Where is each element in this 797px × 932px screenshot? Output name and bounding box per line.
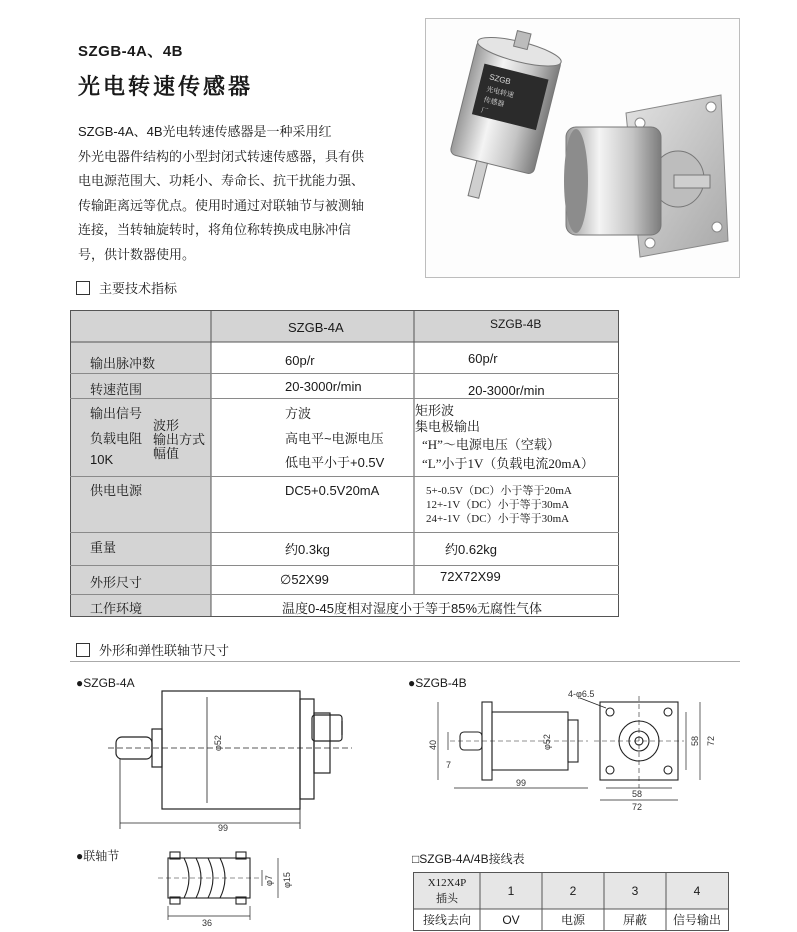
col-head-4b: SZGB-4B	[490, 317, 542, 331]
signal-4b-line: “H”～电源电压（空载）	[422, 437, 560, 452]
drawing-4a	[100, 685, 360, 835]
diagram-label-4a: ●SZGB-4A	[76, 676, 135, 690]
model-heading: SZGB-4A、4B	[78, 43, 184, 60]
pin-destination: OV	[502, 912, 520, 927]
speed-4a: 20-3000r/min	[285, 379, 362, 394]
intro-line: SZGB-4A、4B光电转速传感器是一种采用红	[78, 124, 332, 139]
signal-4a-line: 方波	[285, 406, 312, 421]
row-label-speed: 转速范围	[90, 382, 143, 397]
sensor-photo-illustration	[426, 19, 739, 277]
spec-section-heading	[76, 278, 177, 297]
col-head-4a: SZGB-4A	[288, 320, 344, 335]
sensor-4b-photo	[564, 95, 728, 257]
photo-label-line: 厂	[480, 107, 489, 116]
product-photo	[425, 18, 740, 278]
dim-len-4b: 99	[516, 778, 527, 788]
pin-destination: 电源	[560, 913, 585, 927]
pulse-4a: 60p/r	[285, 353, 315, 368]
dim-40-4b: 40	[428, 739, 438, 750]
env-value: 温度0-45度相对湿度小于等于85%无腐性气体	[282, 601, 543, 616]
row-label-env: 工作环境	[90, 601, 143, 616]
diagram-label-coupling: ●联轴节	[76, 849, 120, 863]
speed-4b: 20-3000r/min	[468, 383, 545, 398]
dim-w58-4b: 58	[632, 789, 643, 799]
signal-4b-line: 集电极输出	[415, 419, 481, 434]
size-4b: 72X72X99	[440, 569, 501, 584]
signal-4b-line: 矩形波	[415, 403, 455, 418]
photo-label-line: 传感器	[482, 96, 505, 109]
dims-section-title: 外形和弹性联轴节尺寸	[99, 643, 230, 658]
photo-label-line: 光电转速	[485, 85, 515, 100]
dim-dia-4b: φ52	[542, 734, 552, 750]
weight-4b: 约0.62kg	[445, 542, 498, 557]
dim-len-coupling: 36	[202, 918, 213, 926]
power-4b-line: 12+-1V（DC）小于等于30mA	[426, 499, 570, 511]
signal-4a-line: 低电平小于+0.5V	[285, 455, 385, 470]
row-label-signal: 输出信号	[90, 406, 143, 421]
spec-section-title: 主要技术指标	[99, 281, 178, 296]
drawing-4b	[410, 688, 730, 838]
wiring-row-label: 接线去向	[422, 913, 471, 927]
dim-d7-coupling: φ7	[264, 875, 274, 886]
dim-dia-4a: φ52	[213, 735, 223, 751]
body-outline-4a	[162, 691, 300, 809]
dims-section-heading	[76, 640, 229, 659]
pin-destination: 信号输出	[672, 913, 721, 927]
dim-d15-coupling: φ15	[282, 872, 292, 888]
power-4b-line: 24+-1V（DC）小于等于30mA	[426, 513, 570, 525]
dim-holes-4b: 4-φ6.5	[568, 689, 595, 699]
power-4a: DC5+0.5V20mA	[285, 483, 380, 498]
dim-v58-4b: 58	[690, 735, 700, 746]
diagram-label-4b: ●SZGB-4B	[408, 676, 467, 690]
intro-paragraph	[78, 120, 408, 267]
intro-line: 外光电器件结构的小型封闭式转速传感器，具有供	[78, 148, 365, 164]
photo-label-line: SZGB	[488, 72, 512, 87]
weight-4a: 约0.3kg	[285, 542, 330, 557]
dim-w72-4b: 72	[632, 802, 643, 812]
pulse-4b: 60p/r	[468, 351, 498, 366]
dim-len-4a: 99	[218, 823, 229, 833]
checkbox-square-icon	[76, 281, 90, 295]
signal-4a-line: 高电平~电源电压	[285, 431, 384, 446]
wiring-title: □SZGB-4A/4B接线表	[412, 852, 525, 866]
row-label-power: 供电电源	[90, 483, 143, 498]
row-label-load: 负载电阻	[90, 431, 143, 446]
page-title: 光电转速传感器	[78, 74, 254, 99]
wiring-head-connector: X12X4P	[427, 877, 467, 889]
drawing-coupling	[150, 848, 300, 926]
section-divider	[70, 661, 740, 662]
power-4b-line: 5+-0.5V（DC）小于等于20mA	[426, 485, 572, 497]
intro-line: 连接，当转轴旋转时，将角位称转换成电脉冲信	[78, 222, 352, 237]
pin-number: 3	[631, 884, 639, 898]
intro-line: 传输距离远等优点。使用时通过对联轴节与被测轴	[78, 197, 365, 213]
row-label-weight: 重量	[90, 540, 117, 555]
row-label-10k: 10K	[90, 452, 114, 467]
overlay-output-mode: 输出方式	[153, 432, 206, 447]
overlay-amplitude: 幅值	[153, 446, 180, 461]
spec-table	[70, 310, 619, 617]
intro-line: 电电源范围大、功耗小、寿命长、抗干扰能力强、	[78, 173, 365, 188]
size-4a: ∅52X99	[280, 572, 329, 587]
intro-line: 号，供计数器使用。	[78, 246, 196, 262]
dim-7-4b: 7	[446, 760, 452, 770]
wiring-table	[413, 872, 729, 931]
row-label-pulse: 输出脉冲数	[90, 356, 156, 371]
overlay-waveform: 波形	[153, 418, 180, 433]
signal-4b-line: “L”小于1V（负载电流20mA）	[422, 456, 594, 471]
pin-number: 4	[693, 884, 701, 898]
pin-number: 1	[507, 884, 515, 898]
dim-v72-4b: 72	[706, 735, 716, 746]
row-label-size: 外形尺寸	[90, 575, 143, 590]
checkbox-square-icon	[76, 643, 90, 657]
pin-destination: 屏蔽	[622, 913, 647, 927]
sensor-4a-photo	[441, 22, 566, 210]
wiring-head-plug: 插头	[436, 893, 458, 905]
pin-number: 2	[569, 884, 577, 898]
